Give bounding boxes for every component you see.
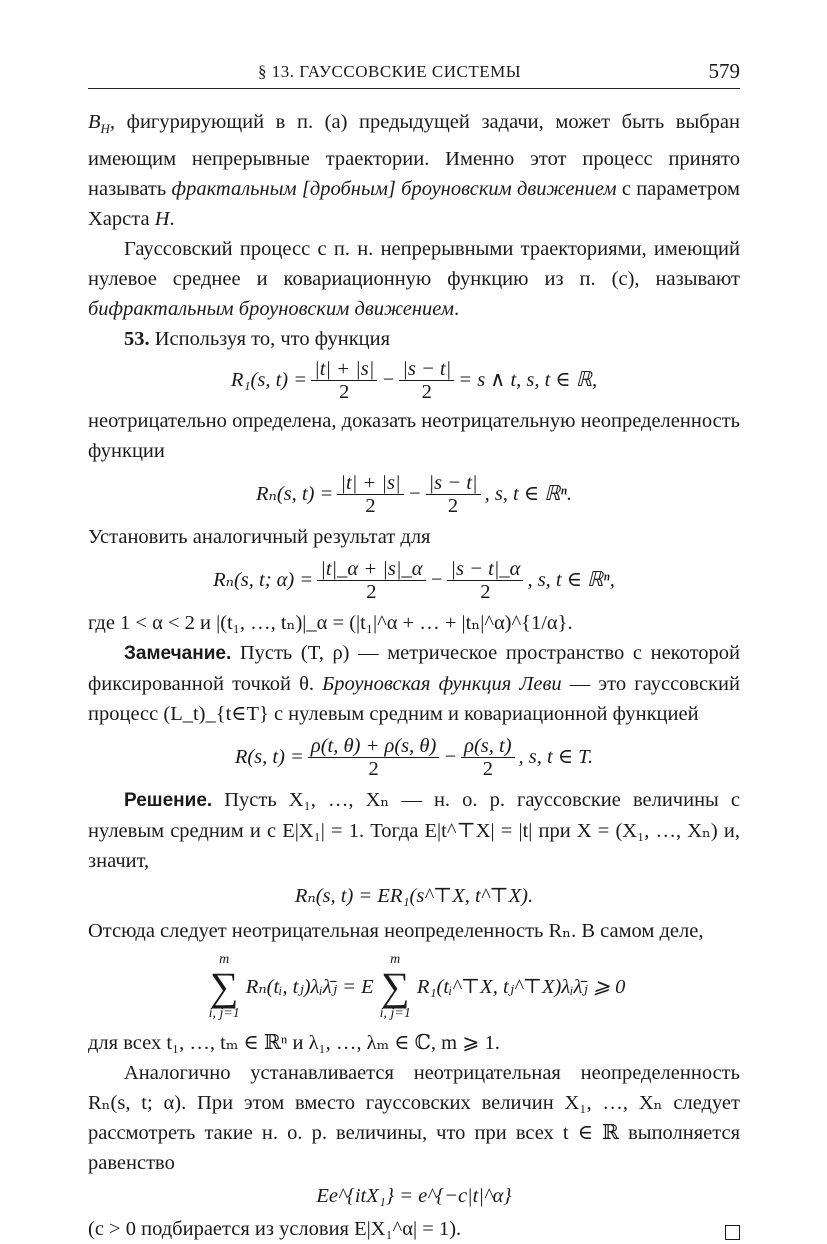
- term-bifbm: бифрактальным броуновским движением: [88, 298, 454, 321]
- running-header: [88, 58, 740, 89]
- term-fbm: фрактальным [дробным] броуновским движением: [171, 178, 617, 201]
- page-body: [88, 107, 740, 1244]
- sum-symbol: m ∑ i, j=1: [208, 952, 240, 1022]
- header-title: § 13. ГАУССОВСКИЕ СИСТЕМЫ: [258, 62, 522, 81]
- formula-5: Rₙ(s, t) = ER₁(s^⊤X, t^⊤X).: [294, 885, 534, 908]
- formula-7: Ee^{itX₁} = e^{−c|t|^α}: [316, 1185, 512, 1208]
- paragraph-1: $B_H$, фигурирующий в п. (a) предыдущей задачи, может быть выбран имеющим непрерывные траектории. Именно этот процесс принято называть фрактальным [дробным] броуновским движением с параметром Харста H.: [88, 111, 740, 231]
- formula-2: Rₙ(s, t) = $\frac{|t| + |s|}{2}$ − $\frac{|s - t|}{2}$ , s, t ∈ ℝⁿ.: [256, 471, 572, 517]
- paragraph-4: неотрицательно определена, доказать неотрицательную неопределенность функции: [88, 410, 740, 463]
- sum-symbol: m ∑ i, j=1: [379, 952, 411, 1022]
- solution: Решение. Пусть X₁, …, Xₙ — н. о. р. гауссовские величины с нулевым средним и с E|X₁| = 1. Тогда E|t^⊤X| = |t| при X = (X₁, …, Xₙ) и, значит,: [88, 789, 740, 873]
- paragraph-7: Отсюда следует неотрицательная неопределенность Rₙ. В самом деле,: [88, 920, 704, 943]
- formula-4: R(s, t) = $\frac{\rho(t, \theta) + \rho(s, \theta)}{2}$ − $\frac{\rho(s, t)}{2}$ , s, t ∈ T.: [234, 734, 594, 780]
- remark-label: Замечание.: [124, 643, 232, 665]
- qed-square-icon: [725, 1225, 740, 1240]
- formula-6: m ∑ i, j=1 Rₙ(tᵢ, tⱼ)λᵢλ̄ⱼ = E m ∑ i, j=1 R₁(tᵢ^⊤X, tⱼ^⊤X)λᵢλ̄ⱼ ⩾ 0: [208, 952, 626, 1022]
- paragraph-9: Аналогично устанавливается неотрицательная неопределенность Rₙ(s, t; α). При этом вместо гауссовских величин X₁, …, Xₙ следует рассмотреть такие н. о. р. величины, что при всех t ∈ ℝ выполняется равенство: [88, 1062, 740, 1175]
- formula-3: Rₙ(s, t; α) = $\frac{|t|\_\alpha + |s|\_\alpha}{2}$ − $\frac{|s - t|\_\alpha}{2}$ , s, t ∈ ℝⁿ,: [213, 557, 615, 603]
- paragraph-10: (c > 0 подбирается из условия E|X₁^α| = 1).: [88, 1214, 740, 1244]
- paragraph-2: Гауссовский процесс с п. н. непрерывными траекториями, имеющий нулевое среднее и ковариационную функцию из п. (c), называют бифрактальным броуновским движением.: [88, 238, 740, 321]
- remark: Замечание. Пусть (T, ρ) — метрическое пространство с некоторой фиксированной точкой θ. Броуновская функция Леви — это гауссовский процесс (L_t)_{t∈T} с нулевым средним и ковариационной функцией: [88, 642, 740, 726]
- solution-label: Решение.: [124, 790, 213, 812]
- problem-number: 53.: [124, 328, 150, 351]
- problem-53: 53. Используя то, что функция: [124, 328, 391, 351]
- term-levy: Броуновская функция Леви: [322, 673, 562, 696]
- paragraph-5: Установить аналогичный результат для: [88, 526, 431, 549]
- paragraph-8: для всех t₁, …, tₘ ∈ ℝⁿ и λ₁, …, λₘ ∈ ℂ, m ⩾ 1.: [88, 1032, 500, 1055]
- page: [88, 58, 740, 1244]
- paragraph-6: где 1 < α < 2 и |(t₁, …, tₙ)|_α = (|t₁|^α + … + |tₙ|^α)^{1/α}.: [88, 612, 573, 635]
- page-number: 579: [708, 59, 740, 83]
- formula-1: R₁(s, t) = $\frac{|t| + |s|}{2}$ − $\frac{|s - t|}{2}$ = s ∧ t, s, t ∈ ℝ,: [230, 357, 598, 403]
